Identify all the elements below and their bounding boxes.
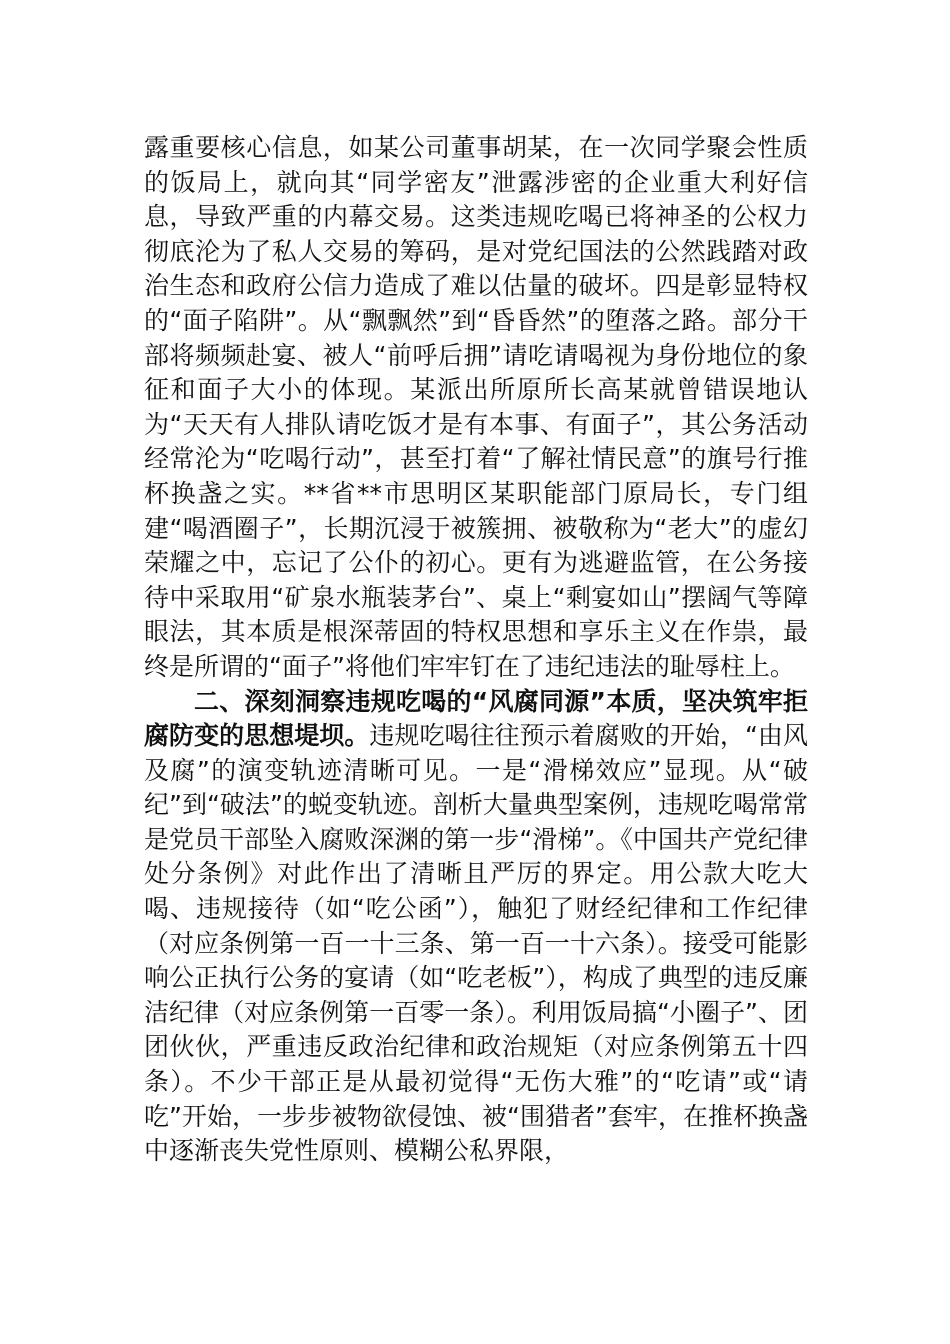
section-body-text: 违规吃喝往往预示着腐败的开始，“由风及腐”的演变轨迹清晰可见。一是“滑梯效应”显现。从“破纪”到“破法”的蜕变轨迹。剖析大量典型案例，违规吃喝常常是党员干部坠入腐败深渊的第一步“滑梯”。《中国共产党纪律处分条例》对此作出了清晰且严厉的界定。用公款大吃大喝、违规接待（如“吃公函”），触犯了财经纪律和工作纪律（对应条例第一百一十三条、第一百一十六条）。接受可能影响公正执行公务的宴请（如“吃老板”），构成了典型的违反廉洁纪律（对应条例第一百零一条）。利用饭局搞“小圈子”、团团伙伙，严重违反政治纪律和政治规矩（对应条例第五十四条）。不少干部正是从最初觉得“无伤大雅”的“吃请”或“请吃”开始，一步步被物欲侵蚀、被“围猎者”套牢，在推杯换盏中逐渐丧失党性原则、模糊公私界限， (144, 721, 808, 1166)
paragraph-continued: 露重要核心信息，如某公司董事胡某，在一次同学聚会性质的饭局上，就向其“同学密友”泄露涉密的企业重大利好信息，导致严重的内幕交易。这类违规吃喝已将神圣的公权力彻底沦为了私人交易的筹码，是对党纪国法的公然践踏对政治生态和政府公信力造成了难以估量的破坏。四是彰显特权的“面子陷阱”。从“飘飘然”到“昏昏然”的堕落之路。部分干部将频频赴宴、被人“前呼后拥”请吃请喝视为身份地位的象征和面子大小的体现。某派出所原所长高某就曾错误地认为“天天有人排队请吃饭才是有本事、有面子”，其公务活动经常沦为“吃喝行动”，甚至打着“了解社情民意”的旗号行推杯换盏之实。**省**市思明区某职能部门原局长，专门组建“喝酒圈子”，长期沉浸于被簇拥、被敬称为“老大”的虚幻荣耀之中，忘记了公仆的初心。更有为逃避监管，在公务接待中采取用“矿泉水瓶装茅台”、桌上“剩宴如山”摆阔气等障眼法，其本质是根深蒂固的特权思想和享乐主义在作祟，最终是所谓的“面子”将他们牢牢钉在了违纪违法的耻辱柱上。 (144, 133, 808, 681)
document-body (144, 131, 808, 1169)
section-heading: 二、深刻洞察违规吃喝的“风腐同源”本质，坚决筑牢拒腐防变的思想堤坝。 (144, 686, 808, 751)
paragraph-section-two (144, 685, 808, 1169)
